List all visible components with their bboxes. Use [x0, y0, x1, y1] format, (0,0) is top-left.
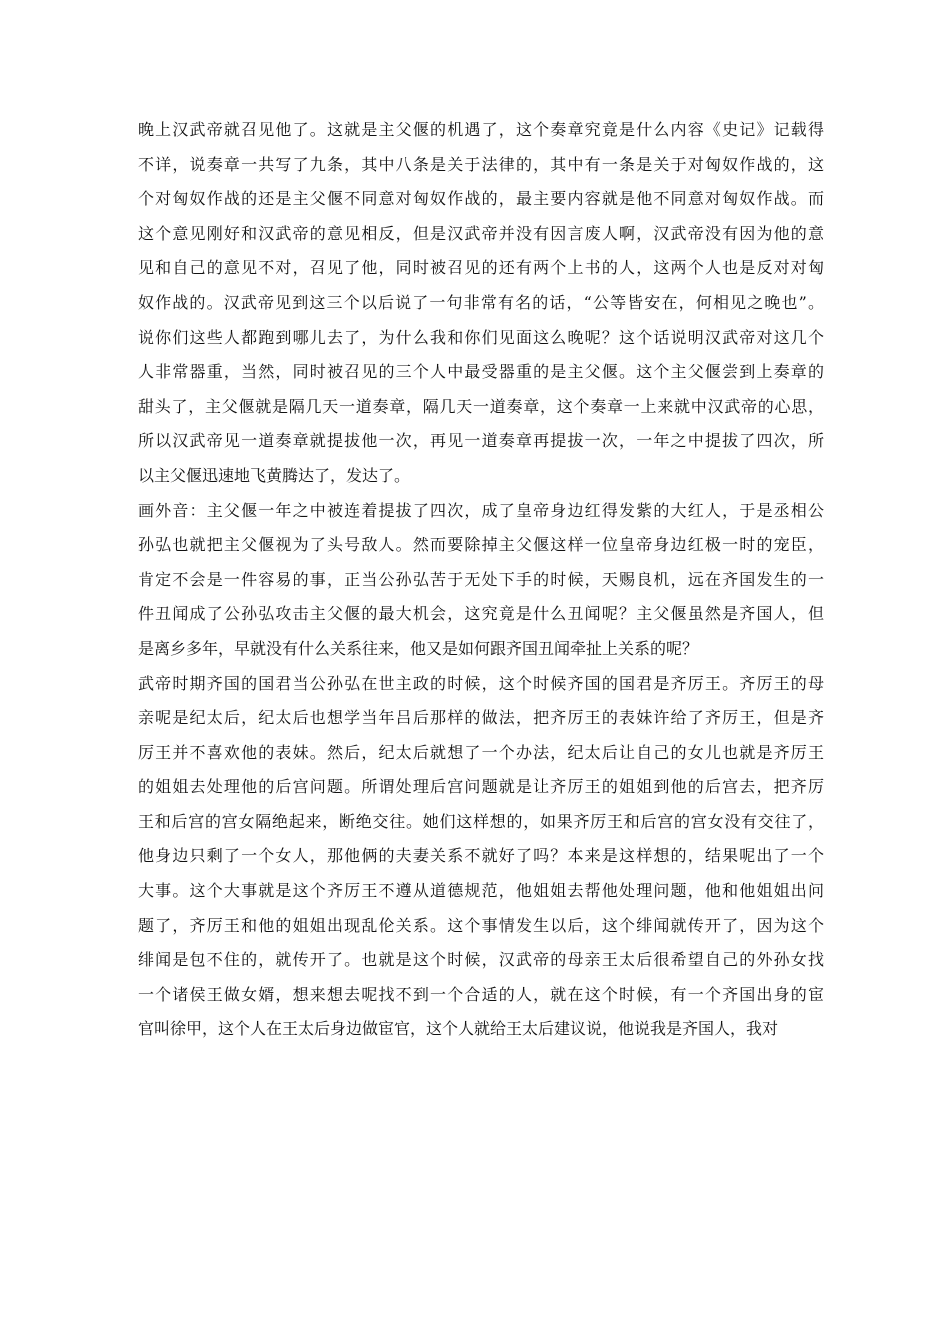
- text-line: 以主父偃迅速地飞黄腾达了，发达了。: [138, 465, 411, 485]
- text-line: 奴作战的。汉武帝见到这三个以后说了一句非常有名的话，“公等皆安在，何相见之晚也”。: [138, 292, 824, 312]
- text-line: 这个意见刚好和汉武帝的意见相反，但是汉武帝并没有因言废人啊，汉武帝没有因为他的意: [138, 223, 824, 243]
- text-line: 不详，说奏章一共写了九条，其中八条是关于法律的，其中有一条是关于对匈奴作战的，这: [138, 154, 824, 174]
- text-line: 画外音：主父偃一年之中被连着提拔了四次，成了皇帝身边红得发紫的大红人，于是丞相公: [138, 500, 824, 520]
- text-line: 王和后宫的宫女隔绝起来，断绝交往。她们这样想的，如果齐厉王和后宫的宫女没有交往了，: [138, 811, 824, 831]
- paragraph: [138, 494, 824, 667]
- text-line: 晚上汉武帝就召见他了。这就是主父偃的机遇了，这个奏章究竟是什么内容《史记》记载得: [138, 120, 824, 139]
- document-body: [138, 113, 824, 1047]
- text-line: 件丑闻成了公孙弘攻击主父偃的最大机会，这究竟是什么丑闻呢？主父偃虽然是齐国人，但: [138, 604, 824, 624]
- text-line: 绯闻是包不住的，就传开了。也就是这个时候，汉武帝的母亲王太后很希望自己的外孙女找: [138, 950, 824, 970]
- text-line: 大事。这个大事就是这个齐厉王不遵从道德规范，他姐姐去帮他处理问题，他和他姐姐出问: [138, 881, 824, 901]
- text-line: 人非常器重，当然，同时被召见的三个人中最受器重的是主父偃。这个主父偃尝到上奏章的: [138, 362, 824, 382]
- paragraph: [138, 113, 824, 494]
- text-line: 孙弘也就把主父偃视为了头号敌人。然而要除掉主父偃这样一位皇帝身边红极一时的宠臣，: [138, 535, 824, 555]
- text-line: 题了，齐厉王和他的姐姐出现乱伦关系。这个事情发生以后，这个绯闻就传开了，因为这个: [138, 915, 824, 935]
- text-line: 肯定不会是一件容易的事，正当公孙弘苦于无处下手的时候，天赐良机，远在齐国发生的一: [138, 569, 824, 589]
- text-line: 的姐姐去处理他的后宫问题。所谓处理后宫问题就是让齐厉王的姐姐到他的后宫去，把齐厉: [138, 777, 824, 797]
- text-line: 他身边只剩了一个女人，那他俩的夫妻关系不就好了吗？本来是这样想的，结果呢出了一个: [138, 846, 824, 866]
- text-line: 官叫徐甲，这个人在王太后身边做宦官，这个人就给王太后建议说，他说我是齐国人，我对: [138, 1019, 779, 1039]
- text-line: 见和自己的意见不对，召见了他，同时被召见的还有两个上书的人，这两个人也是反对对匈: [138, 258, 824, 278]
- paragraph: [138, 667, 824, 1048]
- text-line: 是离乡多年，早就没有什么关系往来，他又是如何跟齐国丑闻牵扯上关系的呢？: [138, 638, 699, 658]
- text-line: 亲呢是纪太后，纪太后也想学当年吕后那样的做法，把齐厉王的表妹许给了齐厉王，但是齐: [138, 708, 824, 728]
- text-line: 一个诸侯王做女婿，想来想去呢找不到一个合适的人，就在这个时候，有一个齐国出身的宦: [138, 984, 824, 1004]
- text-line: 武帝时期齐国的国君当公孙弘在世主政的时候，这个时候齐国的国君是齐厉王。齐厉王的母: [138, 673, 824, 693]
- text-line: 甜头了，主父偃就是隔几天一道奏章，隔几天一道奏章，这个奏章一上来就中汉武帝的心思，: [138, 396, 824, 416]
- text-line: 所以汉武帝见一道奏章就提拔他一次，再见一道奏章再提拔一次，一年之中提拔了四次，所: [138, 431, 824, 451]
- text-line: 说你们这些人都跑到哪儿去了，为什么我和你们见面这么晚呢？这个话说明汉武帝对这几个: [138, 327, 824, 347]
- text-line: 个对匈奴作战的还是主父偃不同意对匈奴作战的，最主要内容就是他不同意对匈奴作战。而: [138, 189, 824, 209]
- text-line: 厉王并不喜欢他的表妹。然后，纪太后就想了一个办法，纪太后让自己的女儿也就是齐厉王: [138, 742, 824, 762]
